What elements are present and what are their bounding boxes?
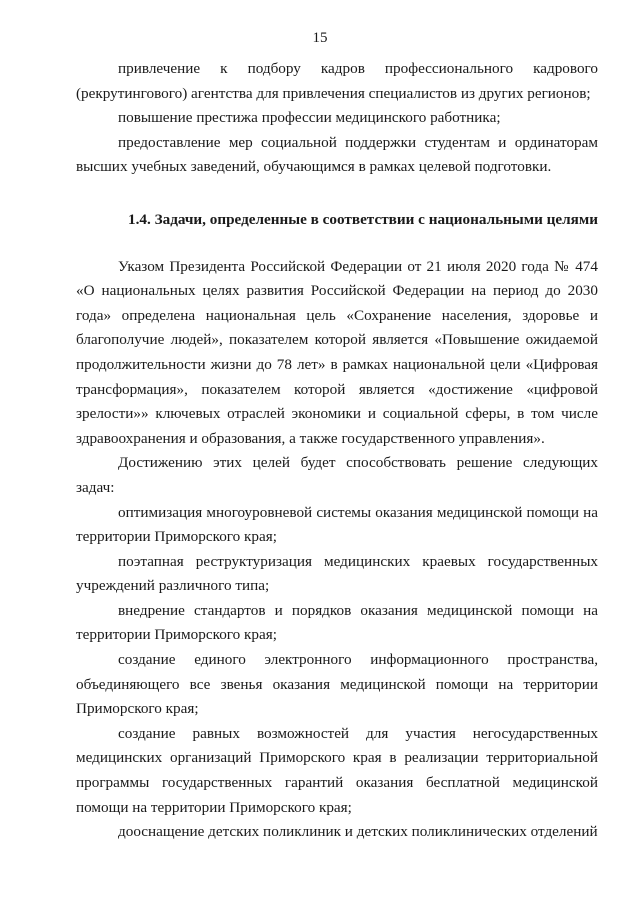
page-number: 15 <box>312 30 328 46</box>
spacer <box>76 180 598 208</box>
paragraph: оптимизация многоуровневой системы оказания медицинской помощи на территории Приморского края; <box>76 503 598 546</box>
paragraph: Указом Президента Российской Федерации от 21 июля 2020 года № 474 «О национальных целях развития Российской Федерации на период до 2030 года» определена национальная цель «Сохранение населения, здоровье и благополучие людей», показателем которой является «Повышение ожидаемой продолжительности жизни до 78 лет» в рамках национальной цели «Цифровая трансформация», показателем которой является «достижение «цифровой зрелости»» ключевых отраслей экономики и социальной сферы, в том числе здравоохранения и образования, а также государственного управления». <box>76 257 598 447</box>
document-body <box>76 57 598 845</box>
paragraph: повышение престижа профессии медицинского работника; <box>118 109 501 127</box>
paragraph: поэтапная реструктуризация медицинских краевых государственных учреждений различного типа; <box>76 552 598 595</box>
paragraph: внедрение стандартов и порядков оказания медицинской помощи на территории Приморского края; <box>76 601 598 644</box>
paragraph: привлечение к подбору кадров профессионального кадрового (рекрутингового) агентства для привлечения специалистов из других регионов; <box>76 60 598 102</box>
paragraph: создание равных возможностей для участия негосударственных медицинских организаций Приморского края в реализации территориальной программы государственных гарантий оказания бесплатной медицинской помощи на территории Приморского края; <box>76 724 598 816</box>
paragraph: дооснащение детских поликлиник и детских поликлинических отделений <box>118 823 598 841</box>
spacer <box>76 233 598 255</box>
paragraph: предоставление мер социальной поддержки студентам и ординаторам высших учебных заведений, обучающимся в рамках целевой подготовки. <box>76 133 598 176</box>
section-heading: 1.4. Задачи, определенные в соответствии с национальными целями <box>128 210 598 228</box>
paragraph: Достижению этих целей будет способствовать решение следующих задач: <box>76 454 598 496</box>
paragraph: создание единого электронного информационного пространства, объединяющего все звенья оказания медицинской помощи на территории Приморского края; <box>76 651 598 718</box>
